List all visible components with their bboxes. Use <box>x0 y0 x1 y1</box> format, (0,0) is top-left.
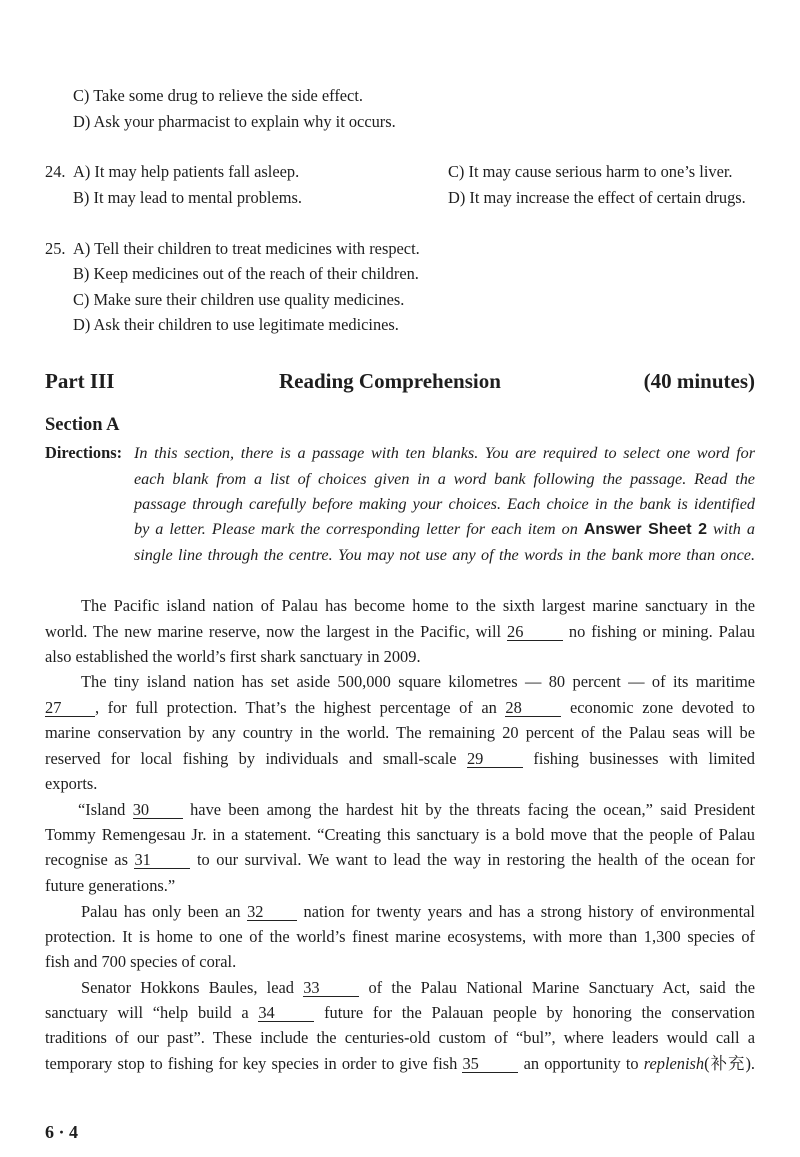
section-title: Section A <box>45 415 120 435</box>
replenish-gloss: (补充). <box>704 1054 756 1073</box>
q24-option-c: C) It may cause serious harm to one’s liver. <box>448 162 733 181</box>
passage-p5-line-4: temporary stop to fishing for key species in order to give fish 35 an opportunity to replenish(补充). <box>45 1054 756 1073</box>
blank-27[interactable]: 27 <box>45 699 95 717</box>
part-label: Part III <box>45 369 115 393</box>
blank-29[interactable]: 29 <box>467 750 523 768</box>
q23-option-d: D) Ask your pharmacist to explain why it occurs. <box>73 112 396 131</box>
passage-p2-line-3: marine conservation by any country in the world. The remaining 20 percent of the Palau seas will be <box>45 723 755 742</box>
directions-line-5: single line through the centre. You may not use any of the words in the bank more than once. <box>134 546 755 564</box>
directions-line-2: each blank from a list of choices given in a word bank following the passage. Read the <box>134 470 755 488</box>
q24-option-a: A) It may help patients fall asleep. <box>73 162 300 181</box>
directions-line-4: by a letter. Please mark the corresponding letter for each item on Answer Sheet 2 with a <box>134 520 756 538</box>
q25-option-a: A) Tell their children to treat medicines with respect. <box>73 239 420 258</box>
passage-p5-line-1: Senator Hokkons Baules, lead 33 of the Palau National Marine Sanctuary Act, said the <box>81 978 755 997</box>
blank-35[interactable]: 35 <box>462 1055 518 1073</box>
blank-33[interactable]: 33 <box>303 979 359 997</box>
passage-p3-line-2: Tommy Remengesau Jr. in a statement. “Creating this sanctuary is a bold move that the people of Palau <box>45 825 755 844</box>
passage-p3-line-3: recognise as 31 to our survival. We want to lead the way in restoring the health of the ocean for <box>45 850 756 869</box>
q24-option-b: B) It may lead to mental problems. <box>73 188 302 207</box>
q25-number: 25. <box>45 239 66 258</box>
passage-p2-line-2: 27 , for full protection. That’s the highest percentage of an 28 economic zone devoted to <box>45 698 755 717</box>
passage-p4-line-2: protection. It is home to one of the world’s finest marine ecosystems, with more than 1,300 species of <box>45 927 755 946</box>
replenish-word: replenish <box>643 1054 705 1073</box>
passage-p1-line-2: world. The new marine reserve, now the largest in the Pacific, will 26 no fishing or mining. Palau <box>45 622 756 641</box>
blank-30[interactable]: 30 <box>133 801 183 819</box>
q24-number: 24. <box>45 162 66 181</box>
passage-p5-line-3: traditions of our past”. These include the centuries-old custom of “bul”, where leaders would call a <box>45 1028 755 1047</box>
blank-32[interactable]: 32 <box>247 903 297 921</box>
q25-option-c: C) Make sure their children use quality medicines. <box>73 290 405 309</box>
q25-option-b: B) Keep medicines out of the reach of their children. <box>73 264 419 283</box>
directions-line-3: passage through carefully before making your choices. Each choice in the bank is identified <box>134 495 755 513</box>
passage-p3-line-4: future generations.” <box>45 876 176 895</box>
answer-sheet-label: Answer Sheet 2 <box>583 521 707 538</box>
passage-p4-line-1: Palau has only been an 32 nation for twenty years and has a strong history of environmental <box>81 902 755 921</box>
blank-34[interactable]: 34 <box>258 1004 314 1022</box>
blank-28[interactable]: 28 <box>505 699 561 717</box>
part-time: (40 minutes) <box>643 369 755 393</box>
passage-p3-line-1: “Island 30 have been among the hardest hit by the threats facing the ocean,” said President <box>78 800 755 819</box>
blank-31[interactable]: 31 <box>134 851 190 869</box>
passage-p1-line-1: The Pacific island nation of Palau has become home to the sixth largest marine sanctuary in the <box>81 596 755 615</box>
q24-option-d: D) It may increase the effect of certain drugs. <box>448 188 746 207</box>
passage-p1-line-3: also established the world’s first shark sanctuary in 2009. <box>45 647 421 666</box>
page-number: 6 · 4 <box>45 1122 79 1142</box>
part-title: Reading Comprehension <box>279 369 501 393</box>
passage-p2-line-4: reserved for local fishing by individuals and small-scale 29 fishing businesses with limited <box>45 749 755 768</box>
passage-p4-line-3: fish and 700 species of coral. <box>45 952 237 971</box>
passage-p2-line-1: The tiny island nation has set aside 500,000 square kilometres — 80 percent — of its maritime <box>81 672 755 691</box>
q25-option-d: D) Ask their children to use legitimate medicines. <box>73 315 399 334</box>
directions-label: Directions: <box>45 443 123 462</box>
passage-p2-line-5: exports. <box>45 774 98 793</box>
blank-26[interactable]: 26 <box>507 623 563 641</box>
passage-p5-line-2: sanctuary will “help build a 34 future for the Palauan people by honoring the conservation <box>45 1003 755 1022</box>
directions-line-1: In this section, there is a passage with ten blanks. You are required to select one word for <box>134 444 755 462</box>
q23-option-c: C) Take some drug to relieve the side effect. <box>73 86 363 105</box>
